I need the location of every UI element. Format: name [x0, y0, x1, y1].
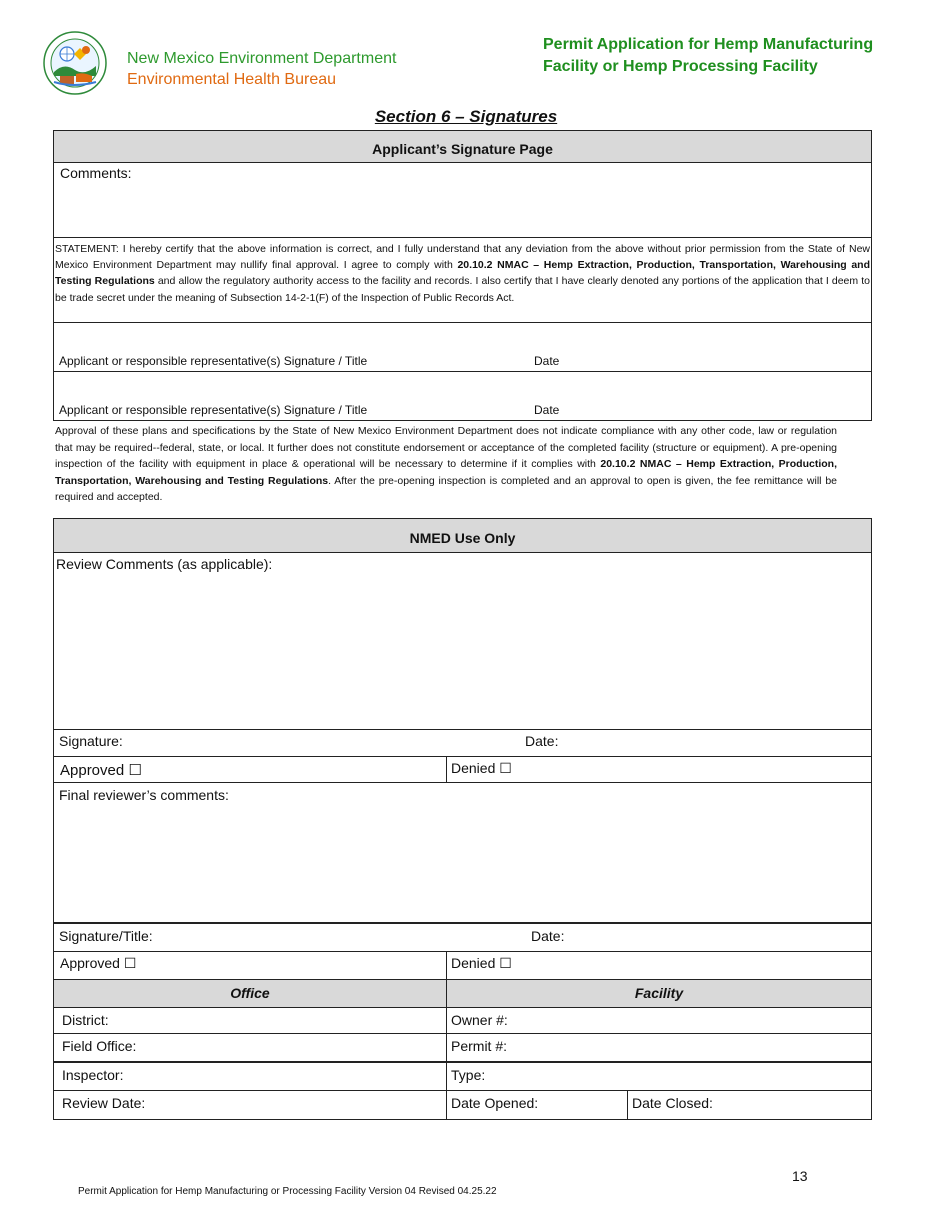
review-comments-label: Review Comments (as applicable): [56, 556, 273, 572]
permit-title-line1: Permit Application for Hemp Manufacturing [543, 36, 874, 53]
applicant-header: Applicant’s Signature Page [54, 131, 871, 162]
permit-number-label: Permit #: [451, 1038, 508, 1054]
certification-statement: STATEMENT: I hereby certify that the above information is correct, and I fully understand that any deviation from the above without prior permission from the State of New Mexico Environment Department may nullify final approval. I agree to comply with 20.10.2 NMAC – Hemp Extraction, Production, Transportation, Warehousing and Testing Regulations and allow the regulatory authority access to the facility and records. I also certify that I have clearly denoted any portions of the application that I deem to be trade secret under the meaning of Subsection 14-2-1(F) of the Inspection of Public Records Act. [55, 243, 871, 304]
footer-text: Permit Application for Hemp Manufacturing or Processing Facility Version 04 Revised 04.25.22 [78, 1186, 497, 1197]
signature-label: Signature: [59, 733, 123, 749]
district-label: District: [62, 1012, 109, 1028]
final-reviewer-comments-label: Final reviewer’s comments: [59, 787, 229, 803]
date-opened-label: Date Opened: [451, 1095, 539, 1111]
applicant-signature-label-2: Applicant or responsible representative(s) Signature / Title [59, 403, 368, 417]
bureau-name: Environmental Health Bureau [127, 71, 337, 88]
applicant-signature-label-1: Applicant or responsible representative(s) Signature / Title [59, 354, 368, 368]
permit-title [543, 34, 933, 78]
nmed-use-only-box [53, 518, 872, 1120]
nmed-logo [42, 30, 108, 96]
denied-checkbox-2[interactable]: Denied ☐ [451, 955, 512, 971]
office-header: Office [54, 980, 446, 1007]
approval-note: Approval of these plans and specifications by the State of New Mexico Environment Department does not indicate compliance with any other code, law or regulation that may be required--federal, state, or local. It further does not constitute endorsement or acceptance of the completed facility (structure or equipment). A pre-opening inspection of the facility with equipment in place & operational will be necessary to determine if it complies with 20.10.2 NMAC – Hemp Extraction, Production, Transportation, Warehousing and Testing Regulations. After the pre-opening inspection is completed and an approval to open is given, the fee remittance will be required and accepted. [55, 425, 837, 503]
owner-number-label: Owner #: [451, 1012, 508, 1028]
statement-regulation: 20.10.2 NMAC – Hemp Extraction, Production, Transportation, Warehousing and Testing Regulations [55, 259, 871, 288]
approved-checkbox-2[interactable]: Approved ☐ [60, 955, 137, 971]
date-label: Date: [525, 733, 559, 749]
inspector-label: Inspector: [62, 1067, 124, 1083]
facility-header: Facility [447, 980, 871, 1007]
signature-title-label: Signature/Title: [59, 928, 153, 944]
department-block [127, 48, 396, 90]
comments-label: Comments: [60, 165, 132, 181]
section-title: Section 6 – Signatures [374, 107, 558, 126]
denied-checkbox-1[interactable]: Denied ☐ [451, 760, 512, 776]
applicant-date-label-1: Date [534, 354, 560, 368]
field-office-label: Field Office: [62, 1038, 137, 1054]
date-closed-label: Date Closed: [632, 1095, 713, 1111]
approved-checkbox-1[interactable]: Approved ☐ [60, 762, 142, 779]
permit-title-line2: Facility or Hemp Processing Facility [543, 58, 818, 75]
review-date-label: Review Date: [62, 1095, 146, 1111]
type-label: Type: [451, 1067, 486, 1083]
department-name: New Mexico Environment Department [127, 50, 397, 67]
applicant-date-label-2: Date [534, 403, 560, 417]
page-number: 13 [792, 1168, 808, 1184]
nmed-header: NMED Use Only [54, 519, 871, 552]
date-label-2: Date: [531, 928, 565, 944]
approval-regulation: 20.10.2 NMAC – Hemp Extraction, Production, Transportation, Warehousing and Testing Regulations [55, 458, 837, 487]
